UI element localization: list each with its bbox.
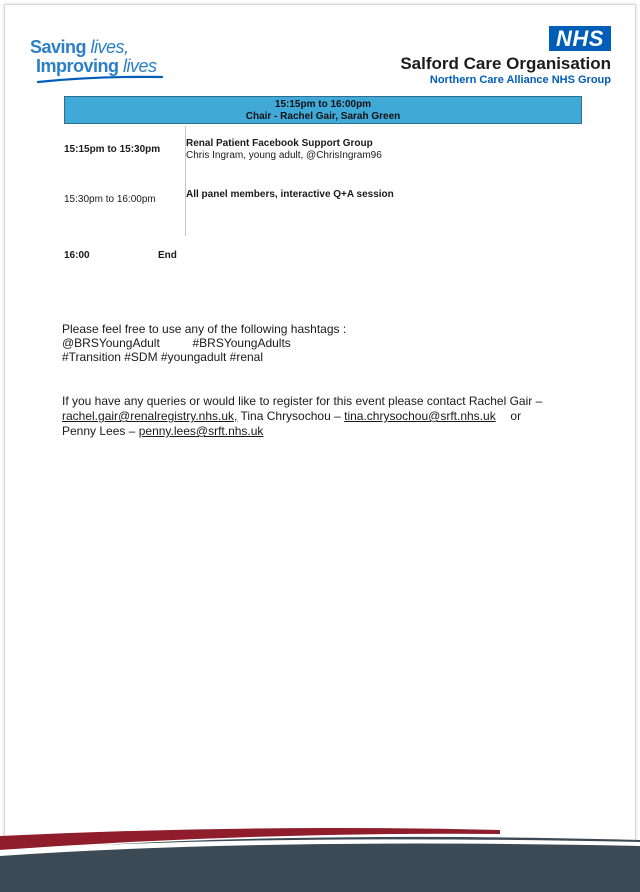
hashtag-brsyoungadult: @BRSYoungAdult: [62, 336, 160, 350]
logo-text-lives: lives,: [90, 37, 129, 57]
email-link-tina[interactable]: tina.chrysochou@srft.nhs.uk: [344, 409, 496, 423]
hashtag-brsyoungadults: #BRSYoungAdults: [192, 336, 291, 350]
agenda-time-2: 15:30pm to 16:00pm: [64, 194, 156, 205]
email-link-penny[interactable]: penny.lees@srft.nhs.uk: [138, 424, 264, 438]
end-time: 16:00: [64, 250, 90, 261]
contact-name-tina: Tina Chrysochou –: [237, 409, 345, 423]
hashtags-line-2: [62, 336, 291, 350]
saving-lives-logo: [30, 38, 170, 76]
hashtags-intro: Please feel free to use any of the following hashtags :: [62, 322, 347, 336]
agenda-subtitle-1: Chris Ingram, young adult, @ChrisIngram96: [186, 150, 382, 161]
contact-intro: If you have any queries or would like to register for this event please contact Rachel Gair –: [62, 394, 543, 408]
footer-swoosh: [0, 820, 640, 892]
session-time: 15:15pm to 16:00pm: [274, 99, 372, 110]
organisation-group: Northern Care Alliance NHS Group: [429, 74, 611, 86]
session-header-bar: [64, 96, 582, 124]
end-label: End: [158, 250, 177, 261]
contact-or: or: [510, 409, 522, 423]
email-link-rachel[interactable]: rachel.gair@renalregistry.nhs.uk,: [62, 409, 238, 423]
agenda-title-2: All panel members, interactive Q+A session: [186, 189, 394, 200]
agenda-title-1: Renal Patient Facebook Support Group: [186, 138, 373, 149]
logo-text-saving: Saving: [30, 37, 87, 57]
organisation-name: Salford Care Organisation: [400, 54, 611, 73]
page-border: [4, 4, 636, 888]
contact-name-penny: Penny Lees –: [62, 424, 139, 438]
swoosh-icon: [36, 74, 164, 84]
agenda-time-1: 15:15pm to 15:30pm: [64, 144, 161, 155]
contact-line-2: [62, 409, 521, 423]
nhs-logo: NHS: [549, 26, 611, 51]
logo-text-improving: Improving: [36, 56, 119, 76]
hashtags-line-3: #Transition #SDM #youngadult #renal: [62, 350, 264, 364]
contact-line-3: [62, 424, 263, 438]
session-chair: Chair - Rachel Gair, Sarah Green: [245, 111, 401, 122]
logo-text-lives-2: lives: [123, 56, 157, 76]
